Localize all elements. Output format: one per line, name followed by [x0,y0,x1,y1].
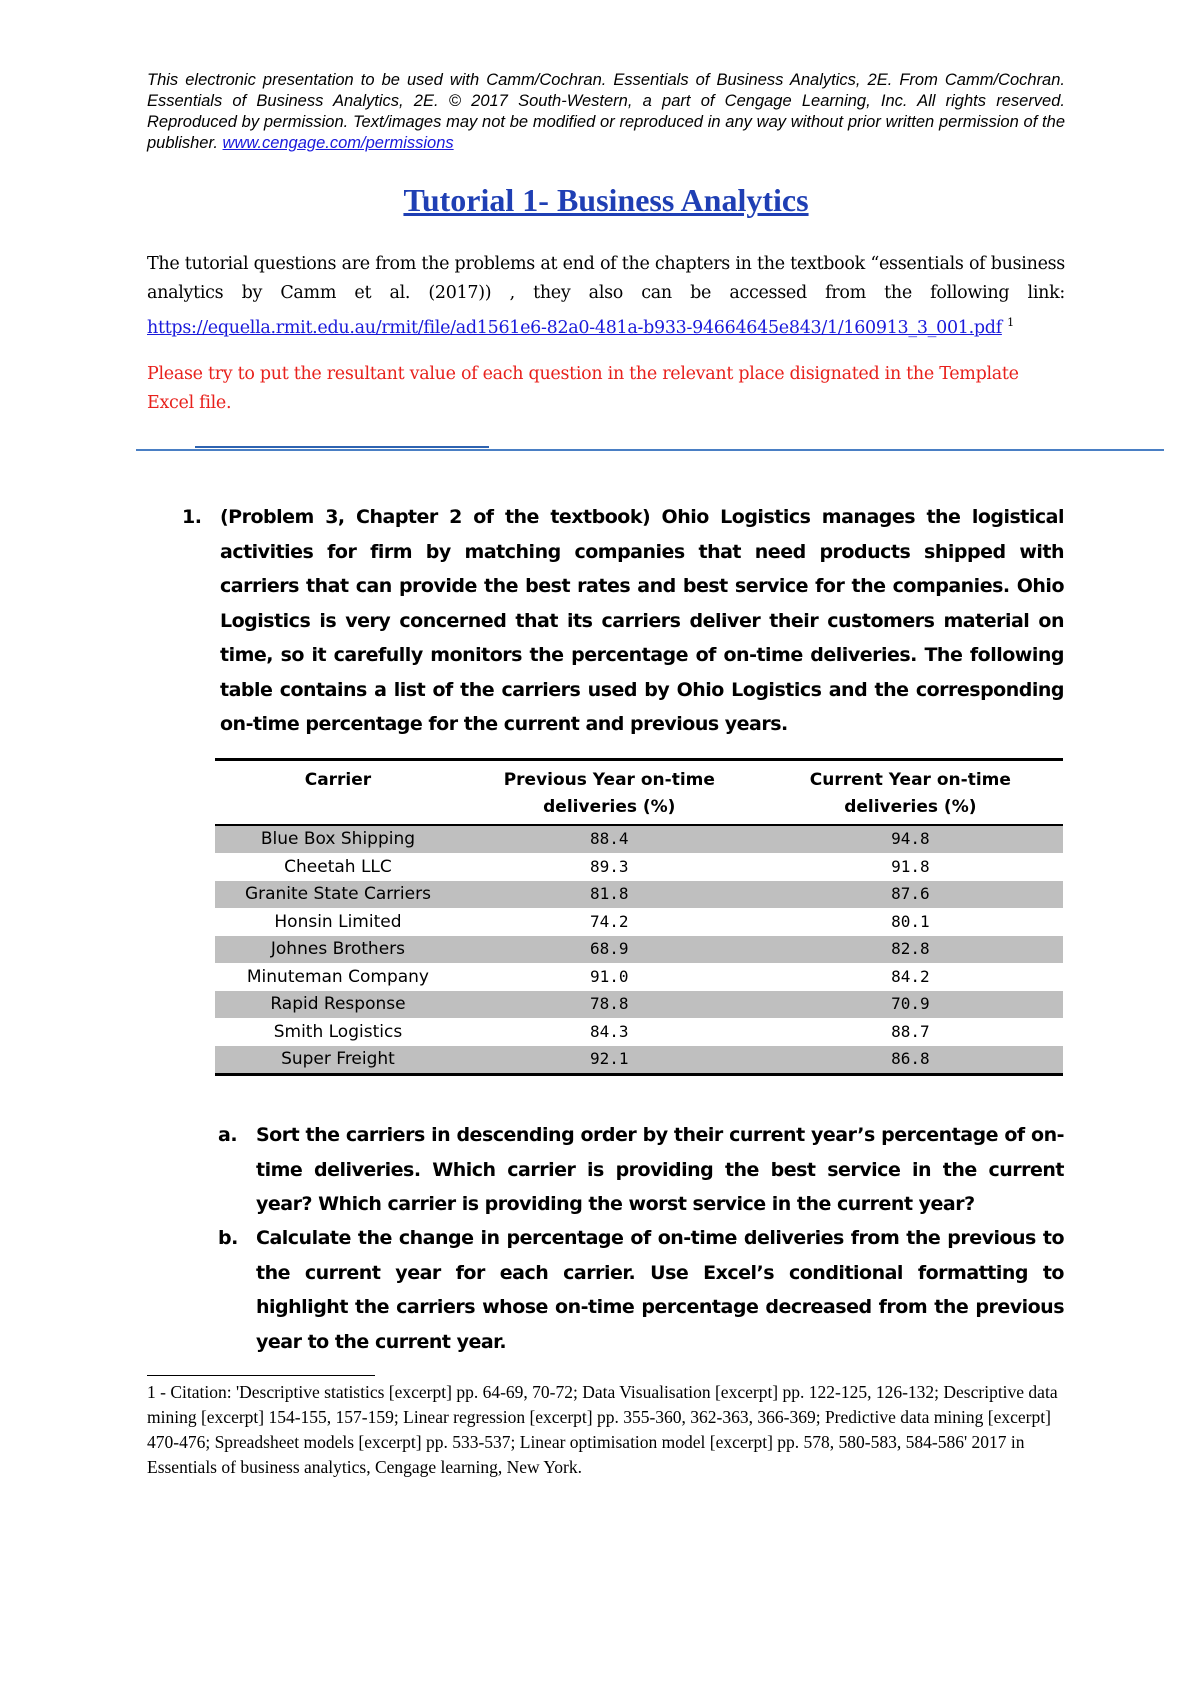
subquestion-label: b. [218,1227,238,1249]
intro-text: The tutorial questions are from the problems at end of the chapters in the textbook “essentials of business analytics by Camm et al. (2017)) , they also can be accessed from the following link: [147,254,1065,303]
header-previous-year: Previous Year on-time deliveries (%) [461,760,758,826]
table-row [215,853,1063,881]
carrier-name: Rapid Response [215,991,461,1019]
table-row [215,991,1063,1019]
footnote: 1 - Citation: 'Descriptive statistics [excerpt] pp. 64-69, 70-72; Data Visualisation [excerpt] pp. 122-125, 126-132; Descriptive data mining [excerpt] 154-155, 157-159; Linear regression [excerpt] pp. 355-360, 362-363, 366-369; Predictive data mining [excerpt] 470-476; Spreadsheet models [excerpt] pp. 533-537; Linear optimisation model [excerpt] pp. 578, 580-583, 584-586' 2017 in Essentials of business analytics, Cengage learning, New York. [147,1382,1058,1477]
question-1 [182,500,1064,742]
carrier-name: Honsin Limited [215,908,461,936]
current-value: 70.9 [758,991,1063,1019]
question-number: 1. [182,506,202,528]
previous-value: 88.4 [461,825,758,853]
footnote-separator [147,1375,375,1376]
carriers-table [215,758,1063,1076]
current-value: 91.8 [758,853,1063,881]
subquestion-text: Sort the carriers in descending order by their current year’s percentage of on-time deliveries. Which carrier is providing the best service in the current year? Which carrier is providing the worst service in the current year? [256,1124,1064,1215]
instruction-note: Please try to put the resultant value of each question in the relevant place disignated in the Template Excel file. [147,364,1019,413]
carrier-name: Minuteman Company [215,963,461,991]
carrier-name: Cheetah LLC [215,853,461,881]
table-row [215,881,1063,909]
current-value: 94.8 [758,825,1063,853]
previous-value: 91.0 [461,963,758,991]
section-divider [136,449,1164,451]
carrier-name: Johnes Brothers [215,936,461,964]
table-row [215,1018,1063,1046]
current-value: 86.8 [758,1046,1063,1075]
table-row [215,1046,1063,1075]
table-header-row [215,760,1063,826]
carrier-name: Super Freight [215,1046,461,1075]
previous-value: 92.1 [461,1046,758,1075]
subquestion-label: a. [218,1124,238,1146]
subquestion-b [218,1221,1064,1359]
previous-value: 78.8 [461,991,758,1019]
previous-value: 84.3 [461,1018,758,1046]
footnote-ref: 1 [1007,316,1014,329]
question-text: (Problem 3, Chapter 2 of the textbook) Ohio Logistics manages the logistical activities for firm by matching companies that need products shipped with carriers that can provide the best rates and best service for the companies. Ohio Logistics is very concerned that its carriers deliver their customers material on time, so it carefully monitors the percentage of on-time deliveries. The following table contains a list of the carriers used by Ohio Logistics and the corresponding on-time percentage for the current and previous years. [220,506,1064,735]
table-row [215,908,1063,936]
subquestion-text: Calculate the change in percentage of on-time deliveries from the previous to the current year for each carrier. Use Excel’s conditional formatting to highlight the carriers whose on-time percentage decreased from the previous year to the current year. [256,1227,1064,1353]
table-row [215,936,1063,964]
current-value: 82.8 [758,936,1063,964]
permissions-link[interactable]: www.cengage.com/permissions [222,134,454,152]
textbook-link[interactable]: https://equella.rmit.edu.au/rmit/file/ad1561e6-82a0-481a-b933-94664645e843/1/160913_3_001.pdf [147,317,1002,338]
page-title: Tutorial 1- Business Analytics [403,182,809,218]
carrier-name: Granite State Carriers [215,881,461,909]
copyright-text: This electronic presentation to be used with Camm/Cochran. Essentials of Business Analytics, 2E. From Camm/Cochran. Essentials of Business Analytics, 2E. © 2017 South-Western, a part of Cengage Learning, Inc. All rights reserved. Reproduced by permission. Text/images may not be modified or reproduced in any way without prior written permission of the publisher. [147,71,1065,152]
table-row [215,825,1063,853]
carrier-name: Smith Logistics [215,1018,461,1046]
current-value: 84.2 [758,963,1063,991]
current-value: 88.7 [758,1018,1063,1046]
previous-value: 81.8 [461,881,758,909]
previous-value: 89.3 [461,853,758,881]
copyright-notice [147,70,1065,154]
current-value: 80.1 [758,908,1063,936]
carrier-name: Blue Box Shipping [215,825,461,853]
section-divider-accent [195,446,489,448]
previous-value: 68.9 [461,936,758,964]
header-current-year: Current Year on-time deliveries (%) [758,760,1063,826]
intro-paragraph [147,250,1065,343]
table-row [215,963,1063,991]
current-value: 87.6 [758,881,1063,909]
header-carrier: Carrier [215,760,461,826]
subquestion-a [218,1118,1064,1222]
previous-value: 74.2 [461,908,758,936]
